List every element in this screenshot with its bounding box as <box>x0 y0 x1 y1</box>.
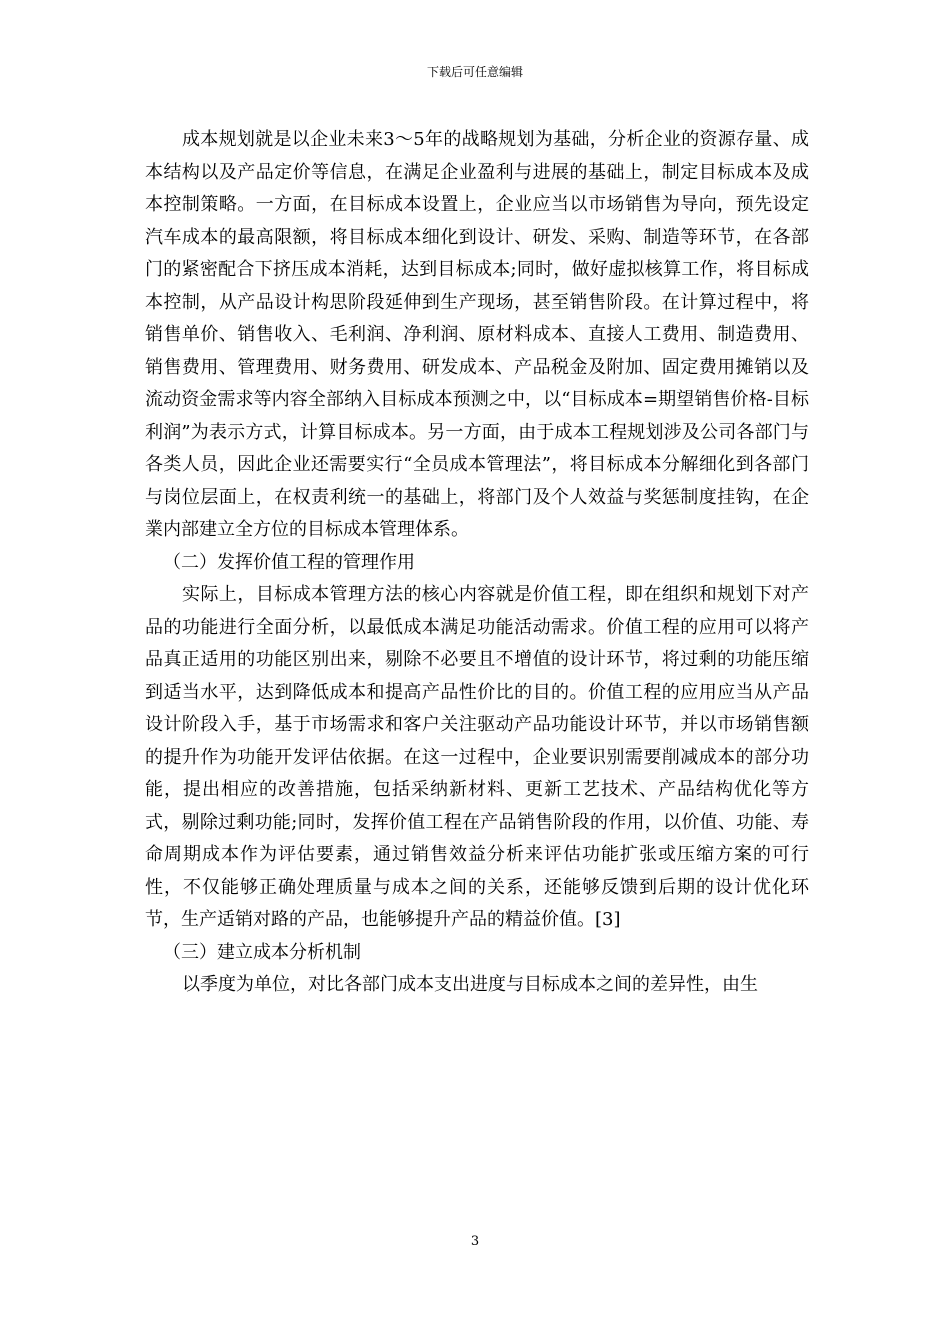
section-heading-value-engineering: （二）发挥价值工程的管理作用 <box>163 551 415 573</box>
section-heading-cost-analysis: （三）建立成本分析机制 <box>163 941 361 963</box>
page-header: 下载后可任意编辑 <box>426 65 523 79</box>
body-text <box>145 124 809 1002</box>
paragraph-cost-analysis: 以季度为单位，对比各部门成本支出进度与目标成本之间的差异性，由生 <box>182 974 758 995</box>
paragraph-cost-planning: 成本规划就是以企业未来3～5年的战略规划为基础，分析企业的资源存量、成本结构以及产品定价等信息，在满足企业盈利与进展的基础上，制定目标成本及成本控制策略。一方面，在目标成本设置上，企业应当以市场销售为导向，预先设定汽车成本的最高限额，将目标成本细化到设计、研发、采购、制造等环节，在各部门的紧密配合下挤压成本消耗，达到目标成本;同时，做好虚拟核算工作，将目标成本控制，从产品设计构思阶段延伸到生产现场，甚至销售阶段。在计算过程中，将销售单价、销售收入、毛利润、净利润、原材料成本、直接人工费用、制造费用、销售费用、管理费用、财务费用、研发成本、产品税金及附加、固定费用摊销以及流动资金需求等内容全部纳入目标成本预测之中，以“目标成本=期望销售价格-目标利润”为表示方式，计算目标成本。另一方面，由于成本工程规划涉及公司各部门与各类人员，因此企业还需要实行“全员成本管理法”，将目标成本分解细化到各部门与岗位层面上，在权责利统一的基础上，将部门及个人效益与奖惩制度挂钩，在企業内部建立全方位的目标成本管理体系。 <box>145 129 809 540</box>
page-number: 3 <box>470 1234 480 1249</box>
paragraph-value-engineering: 实际上，目标成本管理方法的核心内容就是价值工程，即在组织和规划下对产品的功能进行全面分析，以最低成本满足功能活动需求。价值工程的应用可以将产品真正适用的功能区别出来，剔除不必要且不增值的设计环节，将过剩的功能压缩到适当水平，达到降低成本和提高产品性价比的目的。价值工程的应用应当从产品设计阶段入手，基于市场需求和客户关注驱动产品功能设计环节，并以市场销售额的提升作为功能开发评估依据。在这一过程中，企业要识别需要削减成本的部分功能，提出相应的改善措施，包括采纳新材料、更新工艺技术、产品结构优化等方式，剔除过剩功能;同时，发挥价值工程在产品销售阶段的作用，以价值、功能、寿命周期成本作为评估要素，通过销售效益分析来评估功能扩张或压缩方案的可行性，不仅能够正确处理质量与成本之间的关系，还能够反馈到后期的设计优化环节，生产适销对路的产品，也能够提升产品的精益价值。[3] <box>145 584 809 930</box>
